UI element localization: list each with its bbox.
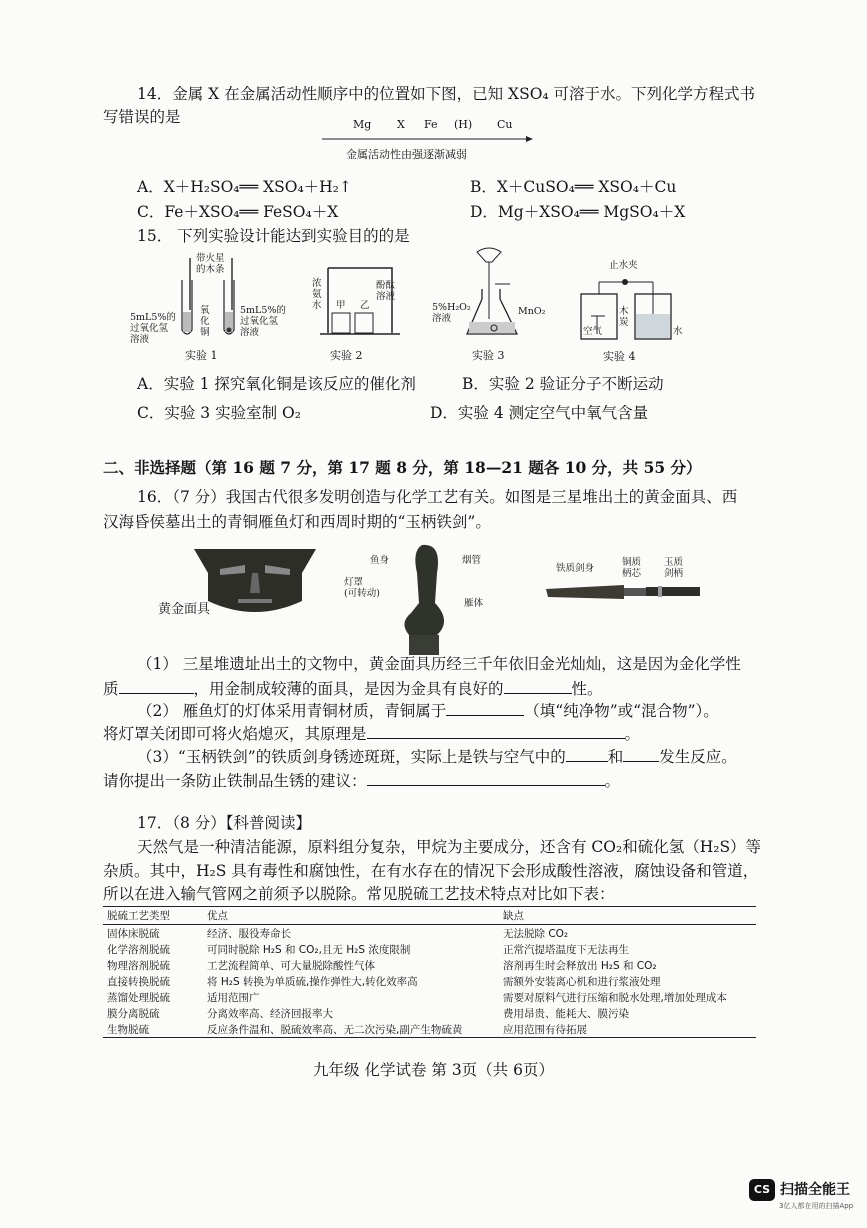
q16-p2-line2-prefix: 将灯罩关闭即可将火焰熄灭，其原理是 (103, 725, 367, 743)
activity-series-diagram (320, 118, 534, 166)
table-cell: 无法脱除 CO₂ (503, 927, 569, 940)
exp1-cuo-label: 氧 化 铜 (200, 305, 210, 338)
q16-p1-suffix: 性。 (571, 680, 603, 698)
table-cell: 溶剂再生时会释放出 H₂S 和 CO₂ (503, 959, 657, 972)
table-row (103, 957, 756, 973)
table-cell: 物理溶剂脱硫 (107, 959, 170, 972)
table-header: 优点 (203, 907, 499, 925)
exp2-jia-label: 甲 (336, 300, 346, 311)
scale-item-x: X (397, 118, 405, 131)
q16-stem-line1: 16．（7 分）我国古代很多发明创造与化学工艺有关。如图是三星堆出土的黄金面具、西 (137, 488, 738, 506)
table-cell: 生物脱硫 (103, 1021, 203, 1038)
q16-p2-prefix: （2） 雁鱼灯的灯体采用青铜材质，青铜属于 (137, 702, 447, 720)
lamp-fish-label: 鱼身 (370, 555, 390, 566)
table-cell: 化学溶剂脱硫 (107, 943, 170, 956)
sword-core-label: 铜质 柄芯 (622, 557, 642, 579)
exp2-phenol-label: 酚酞 溶液 (376, 280, 396, 302)
camscanner-logo-icon: CS (749, 1179, 775, 1201)
q16-p2-blank-principle[interactable] (367, 723, 625, 739)
q17-text-line3: 所以在进入输气管网之前须予以脱除。常见脱硫工艺技术特点对比如下表： (103, 885, 615, 903)
lamp-body-label: 雁体 (464, 598, 484, 609)
q16-p2-line1 (137, 700, 719, 722)
experiment-3-apparatus (432, 244, 552, 344)
gold-mask-label: 黄金面具 (158, 602, 211, 617)
table-cell: 需要对原料气进行压缩和脱水处理,增加处理成本 (503, 991, 727, 1004)
table-cell: 需额外安装离心机和进行浆液处理 (503, 975, 661, 988)
table-cell: 蒸馏处理脱硫 (107, 991, 170, 1004)
q14-stem-line1: 14．金属 X 在金属活动性顺序中的位置如下图，已知 XSO₄ 可溶于水。下列化学方程式书 (137, 85, 756, 103)
exp4-clamp-label: 止水夹 (609, 260, 638, 271)
desulfurization-table (103, 906, 756, 1038)
section-heading: 二、非选择题（第 16 题 7 分，第 17 题 8 分，第 18—21 题各 10 分，共 55 分） (103, 458, 702, 477)
exp4-charcoal-label: 木 炭 (619, 306, 629, 328)
activity-arrow (320, 134, 534, 144)
q14-option-d: D．Mg＋XSO₄══ MgSO₄＋X (470, 203, 686, 221)
table-cell: 将 H₂S 转换为单质硫,操作弹性大,转化效率高 (207, 975, 418, 988)
experiment-4-figure (575, 254, 685, 365)
q14-option-c: C．Fe＋XSO₄══ FeSO₄＋X (137, 203, 339, 221)
table-cell: 分离效率高、经济回报率大 (207, 1007, 333, 1020)
experiment-2-figure (310, 258, 410, 365)
table-row (103, 941, 756, 957)
jade-iron-sword-figure (540, 555, 720, 605)
q15-stem: 15． 下列实验设计能达到实验目的的是 (137, 227, 410, 245)
scale-item-cu: Cu (497, 118, 513, 131)
camscanner-tagline: 3亿人都在用的扫描App (779, 1202, 854, 1210)
table-header-row (103, 907, 756, 925)
exp1-left-label: 5mL5%的 过氧化氢 溶液 (130, 312, 176, 345)
q15-option-b: B．实验 2 验证分子不断运动 (462, 375, 664, 393)
experiment-3-figure (432, 244, 552, 365)
q16-p1-prefix: 质 (103, 680, 119, 698)
exp2-yi-label: 乙 (360, 300, 370, 311)
q15-option-a: A．实验 1 探究氧化铜是该反应的催化剂 (137, 375, 416, 393)
q16-p3-blank-reactant-2[interactable] (623, 746, 659, 762)
table-row (103, 973, 756, 989)
q17-text-line1: 天然气是一种清洁能源，原料组分复杂，甲烷为主要成分，还含有 CO₂和硫化氢（H₂S）等 (137, 838, 762, 856)
exp3-caption: 实验 3 (472, 349, 505, 362)
q14-stem-line2: 写错误的是 (103, 108, 181, 126)
table-cell: 费用昂贵、能耗大、膜污染 (503, 1007, 629, 1020)
q16-p3-blank-reactant-1[interactable] (566, 746, 608, 762)
table-cell: 膜分离脱硫 (107, 1007, 160, 1020)
bronze-lamp-picture (397, 543, 457, 661)
q15-option-c: C．实验 3 实验室制 O₂ (137, 404, 301, 422)
scale-item-mg: Mg (353, 118, 372, 131)
q15-option-d: D．实验 4 测定空气中氧气含量 (430, 404, 649, 422)
exp1-right-label: 5mL5%的 过氧化氢 溶液 (240, 305, 286, 338)
table-cell: 反应条件温和、脱硫效率高、无二次污染,副产生物硫黄 (203, 1021, 499, 1038)
table-cell: 正常汽提塔温度下无法再生 (503, 943, 629, 956)
table-cell: 经济、服役寿命长 (207, 927, 291, 940)
q16-stem-line2: 汉海昏侯墓出土的青铜雁鱼灯和西周时期的“玉柄铁剑”。 (103, 513, 491, 531)
q16-p1-blank-chemical-property[interactable] (119, 678, 194, 694)
experiment-1-figure (130, 250, 290, 365)
q16-p2-suffix: （填“纯净物”或“混合物”）。 (524, 702, 719, 720)
table-header: 缺点 (499, 907, 756, 925)
q17-title: 17．（8 分）【科普阅读】 (137, 814, 312, 832)
exp1-caption: 实验 1 (185, 349, 218, 362)
q16-p3-line1 (137, 746, 737, 768)
table-cell: 可同时脱除 H₂S 和 CO₂,且无 H₂S 浓度限制 (207, 943, 411, 956)
q16-p1-middle: ，用金制成较薄的面具，是因为金具有良好的 (193, 680, 504, 698)
q16-p3-blank-suggestion[interactable] (367, 770, 605, 786)
exp4-water-label: 水 (673, 326, 683, 337)
table-cell: 直接转换脱硫 (107, 975, 170, 988)
q16-p3-line2-suffix: 。 (604, 772, 621, 790)
sword-picture (540, 579, 720, 605)
sword-blade-label: 铁质剑身 (556, 563, 595, 574)
table-cell: 适用范围广 (207, 991, 260, 1004)
q14-option-b: B．X＋CuSO₄══ XSO₄＋Cu (470, 178, 677, 196)
lamp-chimney-label: 烟管 (462, 555, 482, 566)
scale-item-fe: Fe (424, 118, 438, 131)
table-row (103, 1021, 756, 1038)
scale-item-h: (H) (454, 118, 473, 131)
exp2-ammonia-label: 浓 氨 水 (312, 278, 322, 311)
exp2-caption: 实验 2 (330, 349, 363, 362)
q16-p1-blank-ductility[interactable] (504, 678, 572, 694)
table-row (103, 989, 756, 1005)
table-row (103, 925, 756, 942)
q16-p3-suffix: 发生反应。 (659, 748, 737, 766)
exp1-splint-label: 带火星 的木条 (196, 253, 225, 275)
exp3-mno2-label: MnO₂ (518, 306, 546, 317)
q14-option-a: A．X＋H₂SO₄══ XSO₄＋H₂↑ (137, 178, 352, 196)
q16-p1-line1: （1） 三星堆遗址出土的文物中，黄金面具历经三千年依旧金光灿灿，这是因为金化学性 (137, 655, 741, 673)
q16-p2-line2 (103, 723, 640, 745)
q16-p2-blank-material-type[interactable] (446, 700, 524, 716)
exp4-air-label: 空气 (583, 326, 603, 337)
q16-p3-and: 和 (607, 748, 624, 766)
bronze-lamp-figure (342, 543, 502, 665)
table-row (103, 1005, 756, 1021)
scale-caption: 金属活动性由强逐渐减弱 (346, 148, 467, 161)
table-cell: 应用范围有待拓展 (499, 1021, 756, 1038)
exp4-caption: 实验 4 (603, 350, 636, 363)
q16-p1-line2 (103, 678, 603, 700)
q17-text-line2: 杂质。其中，H₂S 具有毒性和腐蚀性，在有水存在的情况下会形成酸性溶液，腐蚀设备和管道， (103, 862, 759, 880)
q16-p3-line2-prefix: 请你提出一条防止铁制品生锈的建议： (103, 772, 367, 790)
q16-p2-line2-suffix: 。 (624, 725, 641, 743)
table-cell: 工艺流程简单、可大量脱除酸性气体 (207, 959, 375, 972)
page-footer: 九年级 化学试卷 第 3页（共 6页） (313, 1061, 554, 1079)
camscanner-app-name: 扫描全能王 (780, 1182, 850, 1198)
table-header: 脱硫工艺类型 (103, 907, 203, 925)
table-cell: 固体床脱硫 (107, 927, 160, 940)
q16-p3-line2 (103, 770, 620, 792)
sword-handle-label: 玉质 剑柄 (664, 557, 684, 579)
exp3-h2o2-label: 5%H₂O₂ 溶液 (432, 302, 471, 324)
q16-p3-prefix: （3）“玉柄铁剑”的铁质剑身锈迹斑斑，实际上是铁与空气中的 (137, 748, 566, 766)
lamp-shade-label: 灯罩 (可转动) (344, 577, 380, 599)
